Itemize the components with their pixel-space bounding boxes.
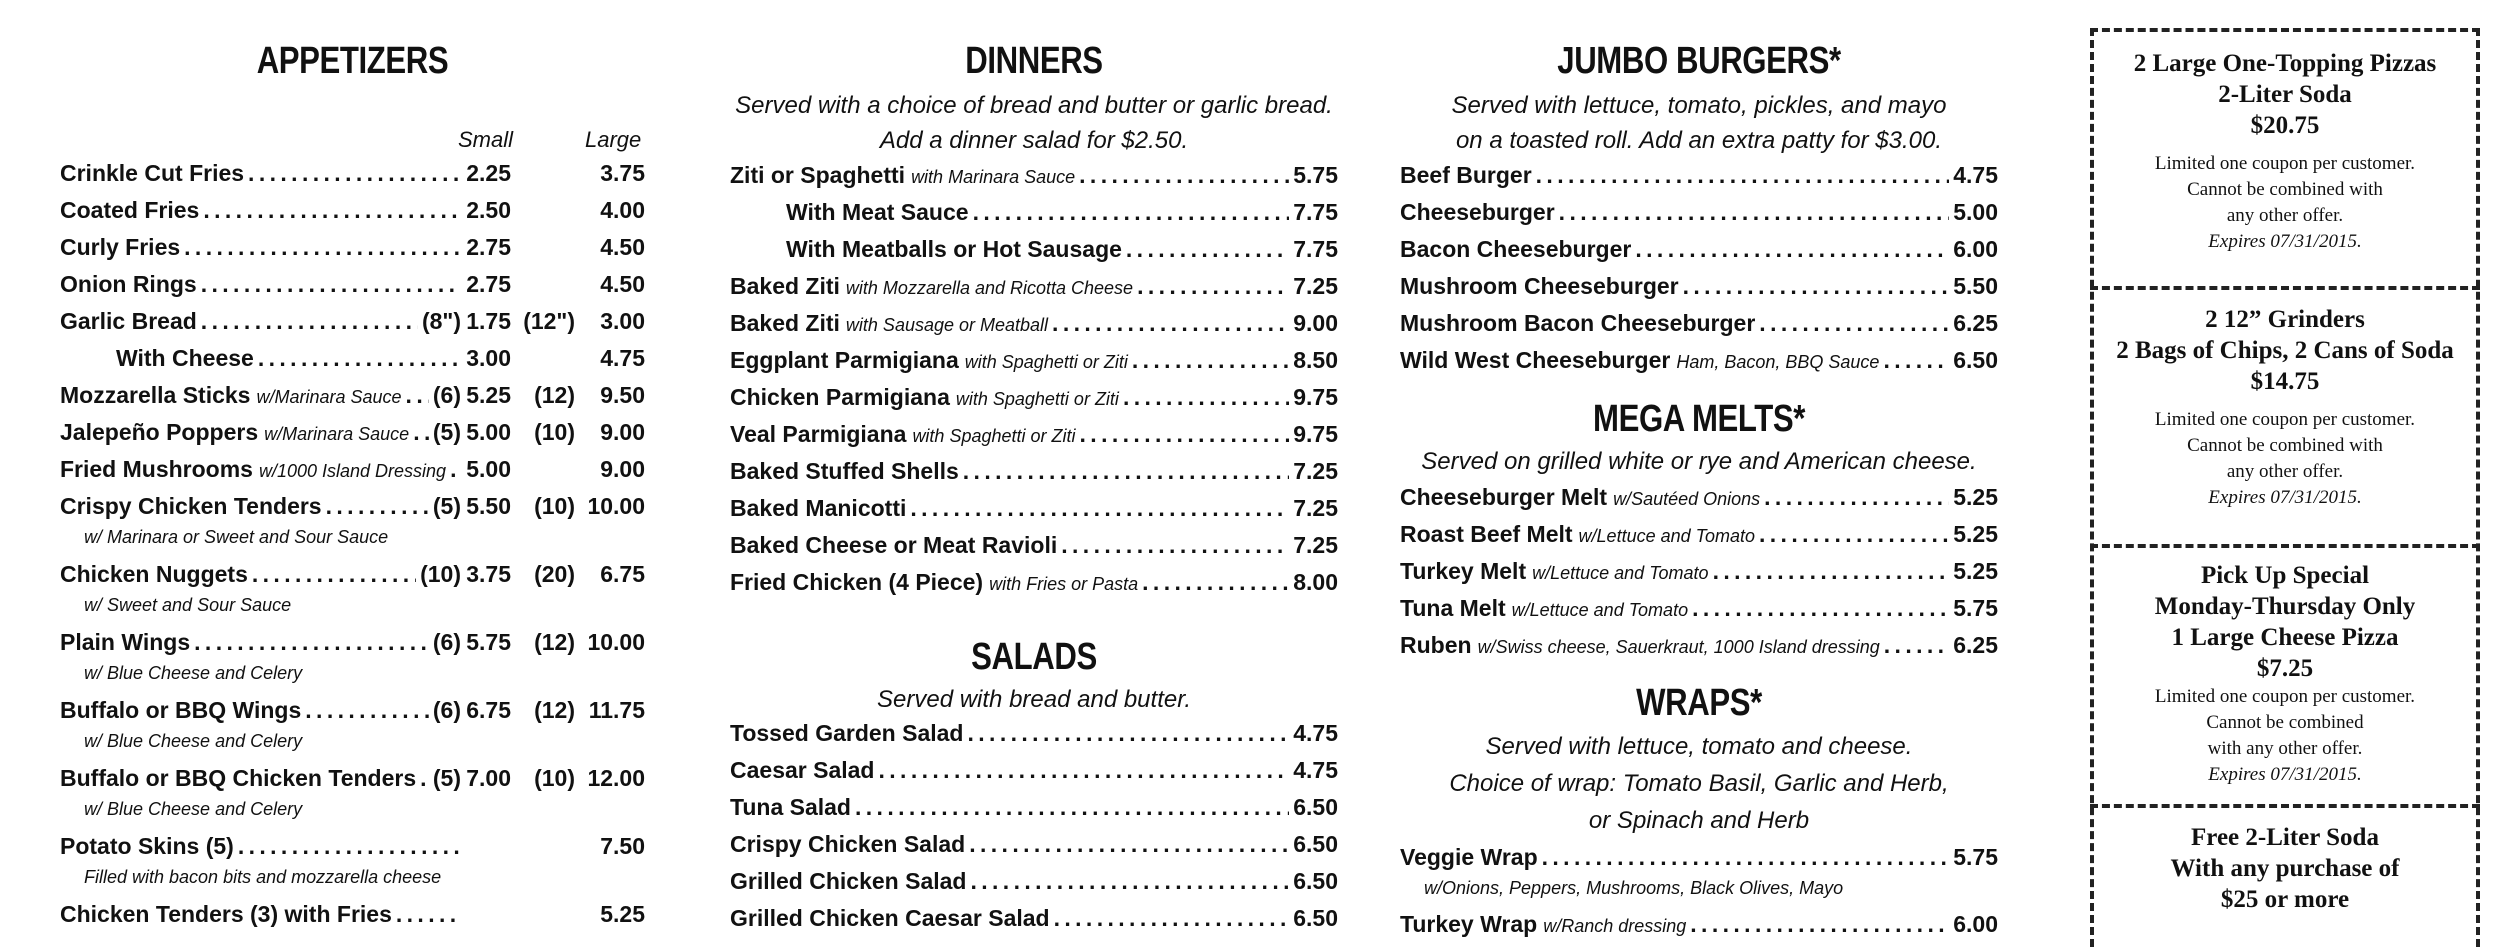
menu-item-row xyxy=(730,495,1338,529)
burgers-subtitle: Served with lettuce, tomato, pickles, and mayo xyxy=(1451,92,1947,119)
menu-item-row xyxy=(730,421,1338,455)
item-price: 4.75 xyxy=(1293,757,1338,783)
dot-leader xyxy=(1683,273,1950,300)
item-name: Crispy Chicken Salad xyxy=(730,831,966,857)
menu-item-row xyxy=(730,273,1338,307)
dot-leader xyxy=(1759,521,1949,548)
item-price: 7.25 xyxy=(1293,495,1338,521)
menu-item-row xyxy=(1400,347,1998,381)
menu-item-row xyxy=(730,458,1338,492)
dot-leader xyxy=(1061,532,1289,559)
menu-item-row xyxy=(730,236,1338,270)
coupon-fine-print: Cannot be combined with xyxy=(2187,179,2383,200)
item-note: with Spaghetti or Ziti xyxy=(964,352,1128,372)
dot-leader xyxy=(1542,844,1950,871)
item-note: w/Swiss cheese, Sauerkraut, 1000 Island dressing xyxy=(1477,637,1880,657)
menu-item-row xyxy=(730,831,1338,865)
menu-item-row xyxy=(60,197,645,231)
item-name: Ruben xyxy=(1400,632,1472,658)
menu-item-row xyxy=(730,868,1338,902)
dot-leader xyxy=(1123,384,1289,411)
menu-item-row xyxy=(60,493,645,527)
item-name: Baked Ziti xyxy=(730,273,840,299)
large-price: 9.50 xyxy=(600,382,645,408)
menu-item-row xyxy=(730,569,1338,603)
wraps-subtitle-2: Choice of wrap: Tomato Basil, Garlic and Herb, xyxy=(1449,770,1949,797)
dot-leader xyxy=(396,901,461,928)
item-name: Ziti or Spaghetti xyxy=(730,162,906,188)
dot-leader xyxy=(201,308,418,335)
item-price: 6.00 xyxy=(1953,911,1998,937)
dot-leader xyxy=(970,868,1289,895)
large-price: 4.75 xyxy=(600,345,645,371)
salads-subtitle: Served with bread and butter. xyxy=(877,686,1191,713)
large-price: 4.50 xyxy=(600,271,645,297)
menu-item-row xyxy=(60,382,645,416)
dot-leader xyxy=(969,831,1289,858)
small-price: 2.75 xyxy=(466,234,511,260)
item-note: w/1000 Island Dressing xyxy=(258,461,447,481)
large-price: 11.75 xyxy=(588,697,645,723)
small-price: 5.25 xyxy=(466,382,511,408)
item-name: Fried Mushrooms xyxy=(60,456,253,482)
melts-title: MEGA MELTS* xyxy=(1593,398,1805,440)
large-price: 3.00 xyxy=(600,308,645,334)
item-subnote: w/ Marinara or Sweet and Sour Sauce xyxy=(84,527,389,547)
item-name: Chicken Parmigiana xyxy=(730,384,950,410)
large-price: 3.75 xyxy=(600,160,645,186)
item-name: Chicken Nuggets xyxy=(60,561,248,587)
item-note: with Mozzarella and Ricotta Cheese xyxy=(845,278,1134,298)
small-count: (5) xyxy=(432,419,461,445)
menu-item-row xyxy=(1400,595,1998,629)
dinners-subtitle: Served with a choice of bread and butter or garlic bread. xyxy=(735,92,1333,119)
menu-item-row xyxy=(1400,273,1998,307)
small-price: 5.00 xyxy=(466,419,511,445)
menu-item-row xyxy=(60,308,645,342)
item-price: 7.75 xyxy=(1293,199,1338,225)
dinners-title: DINNERS xyxy=(965,40,1103,82)
large-price: 10.00 xyxy=(587,493,645,519)
coupon-spacer xyxy=(2094,397,2476,407)
large-count: (10) xyxy=(534,765,575,791)
item-price: 5.75 xyxy=(1953,595,1998,621)
coupon-expiry: Expires 07/31/2015. xyxy=(2208,764,2362,785)
menu-item-row xyxy=(60,456,645,490)
item-name: Baked Ziti xyxy=(730,310,840,336)
large-price: 9.00 xyxy=(600,419,645,445)
coupon-cut-line xyxy=(2090,804,2480,808)
small-price: 3.75 xyxy=(466,561,511,587)
dot-leader xyxy=(450,456,461,483)
dot-leader xyxy=(1142,569,1289,596)
dot-leader xyxy=(1536,162,1950,189)
item-name: Potato Skins (5) xyxy=(60,833,234,859)
item-name: Turkey Melt xyxy=(1400,558,1527,584)
menu-item-row xyxy=(1400,484,1998,518)
coupon-offer-line: $7.25 xyxy=(2256,655,2314,682)
item-price: 6.50 xyxy=(1293,794,1338,820)
dot-leader xyxy=(194,629,429,656)
item-price: 4.75 xyxy=(1953,162,1998,188)
menu-item-row xyxy=(60,419,645,453)
large-count: (12) xyxy=(534,629,575,655)
large-price: 6.75 xyxy=(600,561,645,587)
coupon-offer-line: With any purchase of xyxy=(2170,855,2400,882)
small-count: (5) xyxy=(432,493,461,519)
item-name: With Meat Sauce xyxy=(786,199,969,225)
item-subnote: w/ Blue Cheese and Celery xyxy=(84,799,303,819)
dot-leader xyxy=(1690,911,1949,938)
item-price: 5.00 xyxy=(1953,199,1998,225)
item-subnote: w/ Sweet and Sour Sauce xyxy=(84,595,292,615)
menu-item-row xyxy=(60,833,645,867)
item-price: 6.25 xyxy=(1953,310,1998,336)
item-price: 7.25 xyxy=(1293,273,1338,299)
item-price: 9.00 xyxy=(1293,310,1338,336)
coupon-cut-line xyxy=(2090,286,2480,290)
dot-leader xyxy=(910,495,1289,522)
item-subnote: w/ Blue Cheese and Celery xyxy=(84,731,303,751)
item-note: w/Lettuce and Tomato xyxy=(1532,563,1709,583)
item-price: 9.75 xyxy=(1293,421,1338,447)
dot-leader xyxy=(1137,273,1289,300)
small-price: 2.25 xyxy=(466,160,511,186)
dot-leader xyxy=(184,234,461,261)
menu-item-row xyxy=(1400,236,1998,270)
item-price: 6.50 xyxy=(1953,347,1998,373)
item-price: 7.25 xyxy=(1293,458,1338,484)
item-name: With Meatballs or Hot Sausage xyxy=(786,236,1122,262)
small-price: 7.00 xyxy=(466,765,511,791)
menu-item-row xyxy=(60,629,645,663)
menu-item-row xyxy=(60,561,645,595)
large-count: (10) xyxy=(534,493,575,519)
item-name: Tuna Melt xyxy=(1400,595,1506,621)
item-note: with Fries or Pasta xyxy=(989,574,1139,594)
small-price: 3.00 xyxy=(466,345,511,371)
appetizers-title: APPETIZERS xyxy=(256,40,449,82)
item-note: w/Marinara Sauce xyxy=(264,424,410,444)
coupon-offer-line: $25 or more xyxy=(2220,886,2350,913)
large-column-header: Large xyxy=(585,127,642,152)
menu-item-row xyxy=(730,720,1338,754)
item-note: w/Lettuce and Tomato xyxy=(1511,600,1689,620)
coupon-fine-print: Cannot be combined with xyxy=(2187,435,2383,456)
item-price: 5.25 xyxy=(1953,558,1998,584)
item-price: 7.25 xyxy=(1293,532,1338,558)
dot-leader xyxy=(1883,347,1949,374)
melts-subtitle: Served on grilled white or rye and American cheese. xyxy=(1421,448,1977,475)
large-price: 4.00 xyxy=(600,197,645,223)
item-name: Baked Cheese or Meat Ravioli xyxy=(730,532,1058,558)
menu-item-row xyxy=(60,697,645,731)
item-price: 5.50 xyxy=(1953,273,1998,299)
item-note: w/Marinara Sauce xyxy=(256,387,402,407)
item-price: 6.00 xyxy=(1953,236,1998,262)
item-name: Caesar Salad xyxy=(730,757,875,783)
item-name: Coated Fries xyxy=(60,197,200,223)
small-count: (6) xyxy=(432,697,461,723)
item-name: Baked Manicotti xyxy=(730,495,907,521)
dot-leader xyxy=(967,720,1289,747)
coupon-offer-line: 2 Bags of Chips, 2 Cans of Soda xyxy=(2116,337,2454,364)
dot-leader xyxy=(1759,310,1949,337)
coupon-fine-print: Limited one coupon per customer. xyxy=(2154,409,2416,430)
coupon-fine-print: any other offer. xyxy=(2226,205,2344,226)
menu-item-row xyxy=(60,901,645,935)
item-note: Ham, Bacon, BBQ Sauce xyxy=(1676,352,1880,372)
dot-leader xyxy=(1713,558,1950,585)
menu-item-row xyxy=(60,345,645,379)
dot-leader xyxy=(1126,236,1289,263)
menu-item-row xyxy=(1400,199,1998,233)
small-price: 6.75 xyxy=(466,697,511,723)
menu-item-row xyxy=(60,160,645,194)
item-price: 6.50 xyxy=(1293,868,1338,894)
burgers-title: JUMBO BURGERS* xyxy=(1557,40,1841,82)
item-name: Garlic Bread xyxy=(60,308,197,334)
dot-leader xyxy=(203,197,461,224)
menu-item-row xyxy=(730,384,1338,418)
item-note: w/Ranch dressing xyxy=(1543,916,1687,936)
item-note: with Sausage or Meatball xyxy=(845,315,1049,335)
dot-leader xyxy=(420,765,429,792)
coupon-offer-line: 2 12” Grinders xyxy=(2205,306,2365,333)
wraps-subtitle: Served with lettuce, tomato and cheese. xyxy=(1485,733,1913,760)
large-price: 10.00 xyxy=(587,629,645,655)
coupon-fine-print: Limited one coupon per customer. xyxy=(2154,153,2416,174)
item-name: Tuna Salad xyxy=(730,794,851,820)
item-name: Buffalo or BBQ Wings xyxy=(60,697,302,723)
menu-item-row xyxy=(730,162,1338,196)
menu-item-row xyxy=(730,532,1338,566)
item-name: Mushroom Cheeseburger xyxy=(1400,273,1679,299)
item-name: Veal Parmigiana xyxy=(730,421,907,447)
large-price: 7.50 xyxy=(600,833,645,859)
dot-leader xyxy=(406,382,429,409)
large-price: 5.25 xyxy=(600,901,645,927)
item-name: Veggie Wrap xyxy=(1400,844,1538,870)
menu-item-row xyxy=(1400,162,1998,196)
dot-leader xyxy=(973,199,1290,226)
item-price: 7.75 xyxy=(1293,236,1338,262)
item-price: 5.75 xyxy=(1953,844,1998,870)
coupon-1 xyxy=(2094,48,2476,255)
menu-item-row xyxy=(1400,521,1998,555)
item-note: with Spaghetti or Ziti xyxy=(955,389,1119,409)
coupon-cut-line xyxy=(2090,544,2480,548)
coupon-4 xyxy=(2094,822,2476,915)
salads-title: SALADS xyxy=(971,636,1097,678)
coupon-fine-print: Cannot be combined xyxy=(2206,712,2364,733)
item-name: Chicken Tenders (3) with Fries xyxy=(60,901,392,927)
coupon-offer-line: $20.75 xyxy=(2250,112,2320,139)
item-name: Buffalo or BBQ Chicken Tenders xyxy=(60,765,417,791)
coupon-fine-print: any other offer. xyxy=(2226,461,2344,482)
dot-leader xyxy=(258,345,461,372)
item-price: 5.75 xyxy=(1293,162,1338,188)
item-name: Mozzarella Sticks xyxy=(60,382,251,408)
item-name: Roast Beef Melt xyxy=(1400,521,1573,547)
item-name: Onion Rings xyxy=(60,271,197,297)
item-price: 6.50 xyxy=(1293,831,1338,857)
dot-leader xyxy=(1692,595,1949,622)
small-price: 2.50 xyxy=(466,197,511,223)
coupons-panel xyxy=(2090,28,2480,947)
coupon-fine-print: Limited one coupon per customer. xyxy=(2154,686,2416,707)
item-price: 6.50 xyxy=(1293,905,1338,931)
coupon-spacer xyxy=(2094,141,2476,151)
item-price: 9.75 xyxy=(1293,384,1338,410)
large-price: 9.00 xyxy=(600,456,645,482)
item-name: Jalepeño Poppers xyxy=(60,419,259,445)
coupon-offer-line: Monday-Thursday Only xyxy=(2154,593,2416,620)
item-name: Curly Fries xyxy=(60,234,181,260)
small-price: 5.75 xyxy=(466,629,511,655)
small-count: (10) xyxy=(420,561,461,587)
small-price: 5.00 xyxy=(466,456,511,482)
menu-item-row xyxy=(60,234,645,268)
large-price: 4.50 xyxy=(600,234,645,260)
wraps-title: WRAPS* xyxy=(1636,682,1762,724)
menu-item-row xyxy=(730,310,1338,344)
menu-item-row xyxy=(1400,844,1998,878)
small-price: 2.75 xyxy=(466,271,511,297)
large-count: (12) xyxy=(534,697,575,723)
dinners-subtitle-2: Add a dinner salad for $2.50. xyxy=(879,127,1189,154)
dot-leader xyxy=(1054,905,1290,932)
coupon-offer-line: Pick Up Special xyxy=(2200,562,2370,589)
item-name: Grilled Chicken Caesar Salad xyxy=(730,905,1050,931)
coupon-offer-line: $14.75 xyxy=(2250,368,2320,395)
item-name: Turkey Wrap xyxy=(1400,911,1538,937)
dot-leader xyxy=(252,561,416,588)
menu-item-row xyxy=(1400,632,1998,666)
dot-leader xyxy=(855,794,1289,821)
item-note: with Marinara Sauce xyxy=(911,167,1076,187)
item-name: Plain Wings xyxy=(60,629,191,655)
item-name: Cheeseburger xyxy=(1400,199,1555,225)
item-name: Mushroom Bacon Cheeseburger xyxy=(1400,310,1756,336)
menu-item-row xyxy=(1400,310,1998,344)
small-count: (5) xyxy=(432,765,461,791)
small-price: 1.75 xyxy=(466,308,511,334)
menu-item-row xyxy=(730,347,1338,381)
item-price: 5.25 xyxy=(1953,484,1998,510)
large-count: (12") xyxy=(523,308,575,334)
burgers-subtitle-2: on a toasted roll. Add an extra patty for $3.00. xyxy=(1455,127,1943,154)
small-column-header: Small xyxy=(458,127,514,152)
item-note: w/Lettuce and Tomato xyxy=(1578,526,1755,546)
item-name: Cheeseburger Melt xyxy=(1400,484,1608,510)
wraps-subtitle-3: or Spinach and Herb xyxy=(1588,807,1810,834)
large-price: 12.00 xyxy=(587,765,645,791)
item-name: Bacon Cheeseburger xyxy=(1400,236,1632,262)
item-note: w/Sautéed Onions xyxy=(1613,489,1761,509)
item-price: 4.75 xyxy=(1293,720,1338,746)
dot-leader xyxy=(1884,632,1949,659)
dot-leader xyxy=(238,833,461,860)
dot-leader xyxy=(201,271,461,298)
dot-leader xyxy=(878,757,1289,784)
item-name: With Cheese xyxy=(116,345,254,371)
item-name: Eggplant Parmigiana xyxy=(730,347,959,373)
dot-leader xyxy=(1132,347,1289,374)
small-count: (6) xyxy=(432,382,461,408)
item-subnote: Filled with bacon bits and mozzarella cheese xyxy=(84,867,442,887)
dot-leader xyxy=(1052,310,1289,337)
item-price: 5.25 xyxy=(1953,521,1998,547)
small-count: (8") xyxy=(421,308,461,334)
dot-leader xyxy=(248,160,461,187)
dot-leader xyxy=(963,458,1289,485)
item-price: 6.25 xyxy=(1953,632,1998,658)
coupon-3 xyxy=(2094,560,2476,788)
dot-leader xyxy=(1764,484,1949,511)
coupon-offer-line: 2-Liter Soda xyxy=(2218,81,2352,108)
dot-leader xyxy=(1080,421,1290,448)
dot-leader xyxy=(1635,236,1949,263)
item-name: Crispy Chicken Tenders xyxy=(60,493,322,519)
item-name: Crinkle Cut Fries xyxy=(60,160,245,186)
menu-item-row xyxy=(1400,911,1998,945)
dot-leader xyxy=(1559,199,1950,226)
menu-item-row xyxy=(730,794,1338,828)
large-count: (10) xyxy=(534,419,575,445)
dot-leader xyxy=(326,493,429,520)
menu-item-row xyxy=(1400,558,1998,592)
coupon-fine-print: with any other offer. xyxy=(2207,738,2363,759)
item-name: Grilled Chicken Salad xyxy=(730,868,967,894)
item-price: 8.00 xyxy=(1293,569,1338,595)
menu-item-row xyxy=(60,765,645,799)
item-subnote: w/Onions, Peppers, Mushrooms, Black Olives, Mayo xyxy=(1424,878,1844,898)
menu-item-row xyxy=(60,271,645,305)
item-name: Tossed Garden Salad xyxy=(730,720,964,746)
item-price: 8.50 xyxy=(1293,347,1338,373)
dot-leader xyxy=(1079,162,1289,189)
large-count: (20) xyxy=(534,561,575,587)
dot-leader xyxy=(305,697,429,724)
item-name: Wild West Cheeseburger xyxy=(1400,347,1671,373)
small-price: 5.50 xyxy=(466,493,511,519)
item-subnote: w/ Blue Cheese and Celery xyxy=(84,663,303,683)
coupon-offer-line: 2 Large One-Topping Pizzas xyxy=(2133,50,2437,77)
coupon-2 xyxy=(2094,304,2476,511)
coupon-offer-line: 1 Large Cheese Pizza xyxy=(2171,624,2399,651)
item-name: Beef Burger xyxy=(1400,162,1532,188)
item-name: Fried Chicken (4 Piece) xyxy=(730,569,984,595)
small-count: (6) xyxy=(432,629,461,655)
coupon-expiry: Expires 07/31/2015. xyxy=(2208,231,2362,252)
coupon-offer-line: Free 2-Liter Soda xyxy=(2191,824,2379,851)
item-name: Baked Stuffed Shells xyxy=(730,458,959,484)
item-note: with Spaghetti or Ziti xyxy=(912,426,1076,446)
large-count: (12) xyxy=(534,382,575,408)
dot-leader xyxy=(413,419,429,446)
menu-item-row xyxy=(730,757,1338,791)
menu-item-row xyxy=(730,905,1338,939)
menu-item-row xyxy=(730,199,1338,233)
coupon-expiry: Expires 07/31/2015. xyxy=(2208,487,2362,508)
